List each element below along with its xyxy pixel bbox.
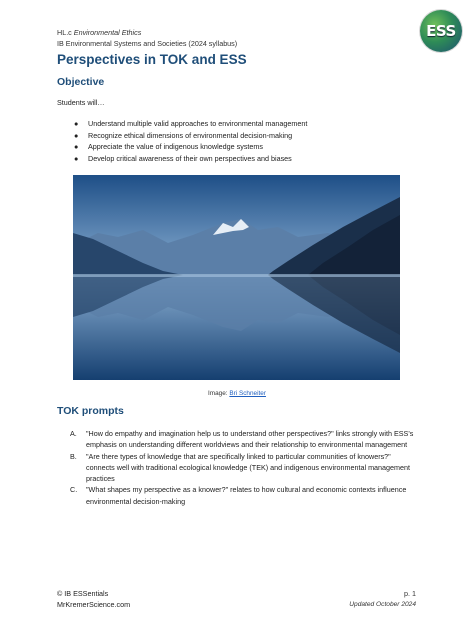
mountain-lake-photo: [73, 175, 400, 380]
list-item: ● Recognize ethical dimensions of environmental decision-making: [74, 130, 293, 140]
syllabus-line: IB Environmental Systems and Societies (2024 syllabus): [57, 39, 238, 48]
footer-left: [57, 589, 130, 610]
footer-right: [349, 589, 416, 610]
page-title: Perspectives in TOK and ESS: [57, 52, 247, 67]
bullet-icon: ●: [74, 119, 79, 128]
list-item: ● Appreciate the value of indigenous knowledge systems: [74, 142, 264, 151]
tok-heading: TOK prompts: [57, 405, 124, 417]
objective-list: [74, 118, 307, 164]
page-number: p. 1: [404, 589, 416, 598]
copyright-symbol: ©: [57, 589, 65, 598]
objective-heading: Objective: [57, 76, 105, 88]
bullet-icon: ●: [74, 142, 79, 151]
list-item: C. "What shapes my perspective as a knower?" relates to how cultural and economic contexts influence environmental decision-making: [70, 485, 407, 506]
ess-logo: [420, 10, 462, 52]
bullet-icon: ●: [74, 153, 79, 163]
course-code: HL.c: [57, 28, 72, 37]
list-item: ● Understand multiple valid approaches to environmental management: [74, 119, 308, 128]
brand-link[interactable]: IB ESSentials: [64, 589, 109, 598]
list-item: A. "How do empathy and imagination help us to understand other perspectives?" links strongly with ESS's emphasis on understanding different worldviews and their relationship to environmental management: [70, 429, 414, 450]
bullet-icon: ●: [74, 130, 79, 140]
tok-prompt-list: [70, 428, 420, 507]
objective-intro: Students will…: [57, 98, 105, 107]
image-caption: Image: Bri Schneiter: [208, 390, 266, 397]
photo-credit-link[interactable]: Bri Schneiter: [229, 390, 266, 397]
updated-date: Updated October 2024: [349, 600, 416, 608]
list-item: B. "Are there types of knowledge that are specifically linked to particular communities of knowers?" connects well with traditional ecological knowledge (TEK) and indigenous environmental management practices: [70, 451, 411, 484]
logo-text: ESS: [426, 22, 456, 40]
course-topic: Environmental Ethics: [73, 28, 142, 37]
site-link[interactable]: MrKremerScience.com: [57, 599, 131, 609]
course-header: [57, 27, 237, 49]
list-item: ● Develop critical awareness of their own perspectives and biases: [74, 153, 292, 163]
